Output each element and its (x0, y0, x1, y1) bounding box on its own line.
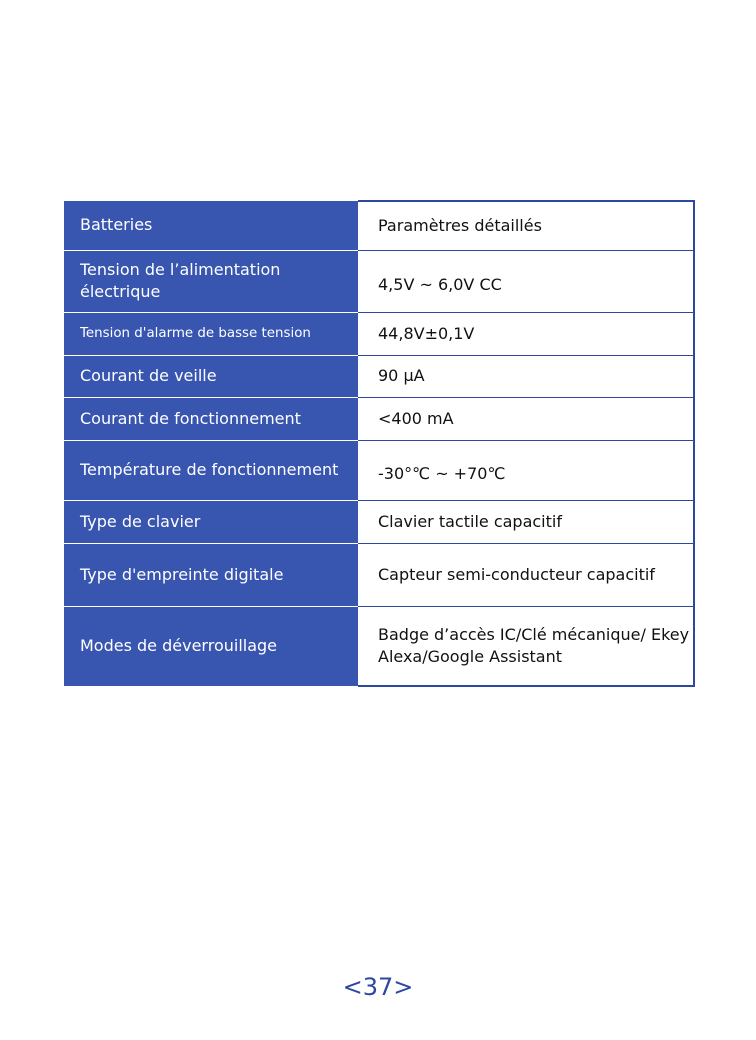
header-label: Batteries (64, 201, 358, 250)
row-value-keypad-type: Clavier tactile capacitif (358, 500, 694, 543)
row-value-low-voltage-alarm: 44,8V±0,1V (358, 312, 694, 355)
row-label-operating-temperature: Température de fonctionnement (64, 440, 358, 500)
row-label-low-voltage-alarm: Tension d'alarme de basse tension (64, 312, 358, 355)
table-row (64, 606, 694, 686)
row-label-supply-voltage: Tension de l’alimentation électrique (64, 250, 358, 312)
table-row (64, 250, 694, 312)
header-value: Paramètres détaillés (358, 201, 694, 250)
row-value-operating-temperature: -30°℃ ~ +70℃ (358, 440, 694, 500)
row-value-fingerprint-type: Capteur semi-conducteur capacitif (358, 543, 694, 606)
row-label-standby-current: Courant de veille (64, 355, 358, 397)
row-label-unlock-modes: Modes de déverrouillage (64, 606, 358, 686)
row-label-keypad-type: Type de clavier (64, 500, 358, 543)
page-number: <37> (342, 973, 414, 1001)
table-row (64, 312, 694, 355)
table-row (64, 500, 694, 543)
row-label-fingerprint-type: Type d'empreinte digitale (64, 543, 358, 606)
table-row (64, 543, 694, 606)
row-value-operating-current: <400 mA (358, 397, 694, 440)
table-row (64, 397, 694, 440)
row-value-supply-voltage: 4,5V ~ 6,0V CC (358, 250, 694, 312)
table-header-row (64, 201, 694, 250)
row-value-standby-current: 90 μA (358, 355, 694, 397)
table-row (64, 355, 694, 397)
table-row (64, 440, 694, 500)
spec-table (64, 200, 695, 687)
row-value-unlock-modes: Badge d’accès IC/Clé mécanique/ Ekey Alexa/Google Assistant (358, 606, 694, 686)
row-label-operating-current: Courant de fonctionnement (64, 397, 358, 440)
